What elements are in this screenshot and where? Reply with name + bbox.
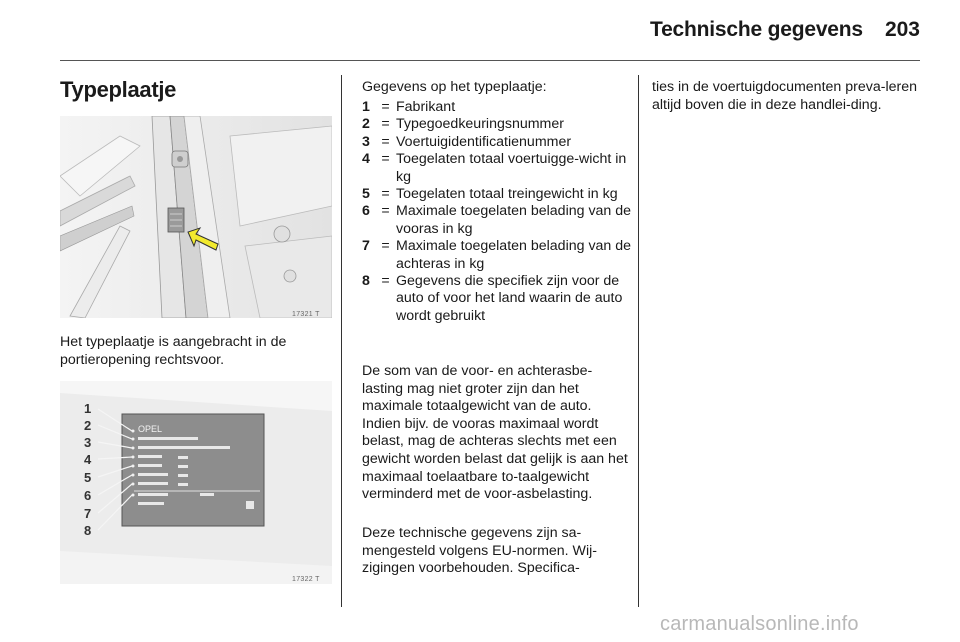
axle-load-paragraph: De som van de voor- en achterasbe-lasting mag niet groter zijn dan het maximale totaalgewicht van de auto. Indien bijv. de vooras maximaal wordt belast, mag de achteras slechts met een gewicht worden belast dat gelijk is aan het maximaal toelaatbare to-taalgewicht verminderd met de voor-asbelasting. xyxy=(362,363,628,503)
spec-equals: = xyxy=(381,116,390,133)
spec-label: Voertuigidentificatienummer xyxy=(396,133,572,150)
spec-number: 1 xyxy=(362,99,370,115)
list-intro: Gegevens op het typeplaatje: xyxy=(362,79,547,95)
spec-item xyxy=(362,99,632,116)
callout-4: 4 xyxy=(84,452,92,467)
section-title: Typeplaatje xyxy=(60,77,177,102)
spec-number: 6 xyxy=(362,203,370,220)
page-number: 203 xyxy=(884,18,920,41)
eu-norms-paragraph: Deze technische gegevens zijn sa-mengesteld volgens EU-normen. Wij-zigingen voorbehouden. Specifica- xyxy=(362,525,597,577)
spec-equals: = xyxy=(381,186,390,203)
door-frame-illustration xyxy=(60,116,332,318)
callout-5: 5 xyxy=(84,470,92,485)
spec-equals: = xyxy=(381,151,390,168)
callout-1: 1 xyxy=(84,401,92,416)
spec-list xyxy=(362,99,632,325)
figure-code-2: 17322 T xyxy=(292,576,320,583)
spec-item xyxy=(362,151,632,186)
callout-3: 3 xyxy=(84,435,92,450)
figure-code-1: 17321 T xyxy=(292,311,320,318)
spec-equals: = xyxy=(381,133,390,150)
spec-equals: = xyxy=(381,99,390,115)
spec-item xyxy=(362,116,632,133)
spec-item xyxy=(362,273,632,325)
spec-number: 4 xyxy=(362,151,370,168)
type-plate-illustration xyxy=(60,381,332,584)
spec-item xyxy=(362,203,632,238)
spec-label: Fabrikant xyxy=(396,99,456,115)
spec-equals: = xyxy=(381,273,390,290)
spec-label: Maximale toegelaten belading van de achteras in kg xyxy=(396,238,632,272)
header-rule xyxy=(60,60,920,61)
spec-label: Toegelaten totaal voertuigge-wicht in kg xyxy=(396,151,627,185)
spec-equals: = xyxy=(381,238,390,255)
column-divider-1 xyxy=(341,75,342,607)
running-title: Technische gegevens xyxy=(650,18,863,41)
spec-number: 5 xyxy=(362,186,370,203)
spec-label: Maximale toegelaten belading van de vooras in kg xyxy=(396,203,632,237)
callout-7: 7 xyxy=(84,506,92,521)
spec-number: 8 xyxy=(362,273,370,290)
spec-item xyxy=(362,238,632,273)
spec-item xyxy=(362,134,632,151)
spec-number: 2 xyxy=(362,116,370,133)
callout-8: 8 xyxy=(84,523,92,538)
spec-number: 7 xyxy=(362,238,370,255)
plate-brand-text: OPEL xyxy=(138,424,163,434)
spec-label: Typegoedkeuringsnummer xyxy=(396,116,564,133)
spec-label: Toegelaten totaal treingewicht in kg xyxy=(396,186,618,203)
callout-2: 2 xyxy=(84,418,92,433)
spec-label: Gegevens die specifiek zijn voor de auto of voor het land waarin de auto wordt gebruikt xyxy=(396,273,623,324)
plate-location-text: Het typeplaatje is aangebracht in de portieropening rechtsvoor. xyxy=(60,334,287,368)
column-divider-2 xyxy=(638,75,639,607)
vehicle-documents-paragraph: ties in de voertuigdocumenten preva-leren altijd boven die in deze handlei-ding. xyxy=(652,79,917,113)
watermark: carmanualsonline.info xyxy=(660,613,859,635)
spec-number: 3 xyxy=(362,133,370,150)
spec-item xyxy=(362,186,632,203)
callout-6: 6 xyxy=(84,488,92,503)
spec-equals: = xyxy=(381,203,390,220)
